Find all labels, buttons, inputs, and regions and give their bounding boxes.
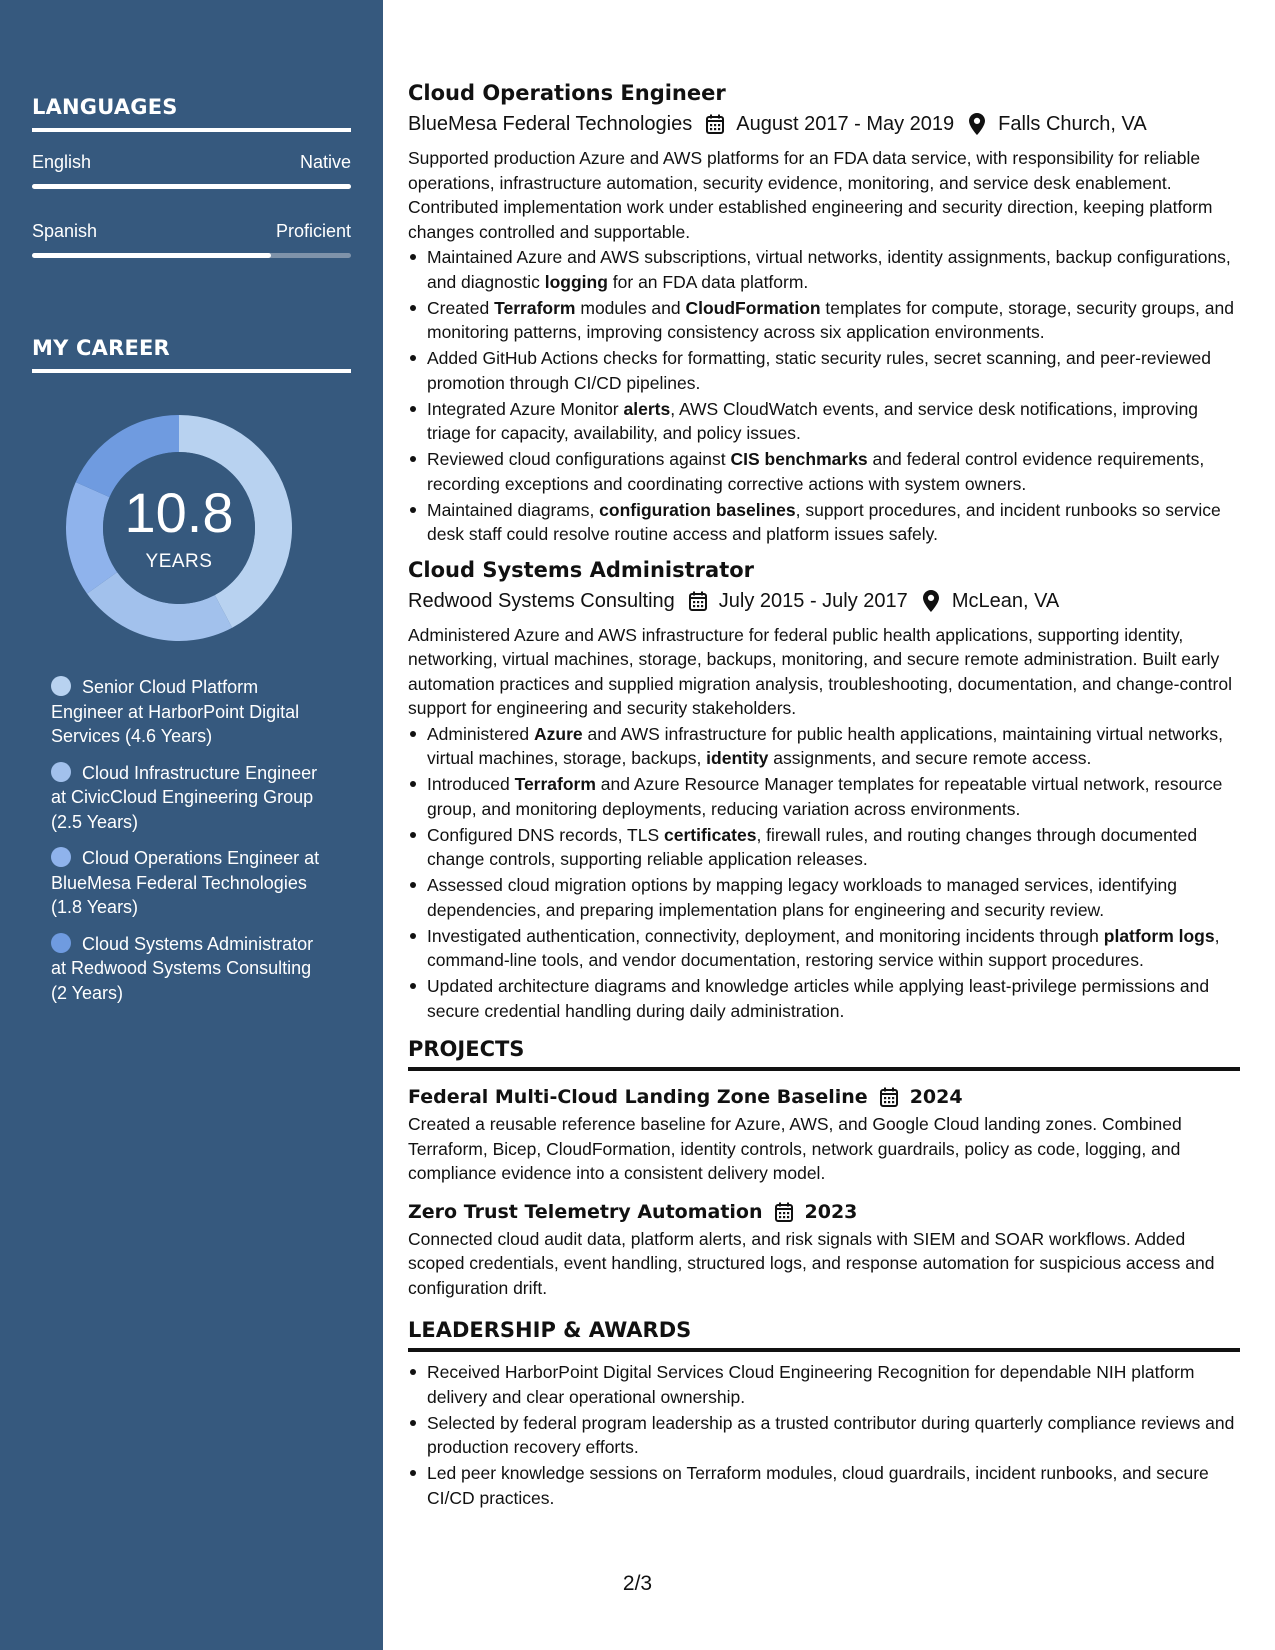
job-bullet: Updated architecture diagrams and knowledge articles while applying least-privilege permissions and secure credential handling during daily administration. (408, 974, 1240, 1023)
job-summary: Supported production Azure and AWS platforms for an FDA data service, with responsibility for reliable operations, infrastructure automation, security evidence, monitoring, and service desk enablement. Contributed implementation work under established engineering and security direction, keeping platform changes controlled and supportable. (408, 148, 1213, 242)
job-summary: Administered Azure and AWS infrastructure for federal public health applications, supporting identity, networking, virtual machines, storage, backups, monitoring, and secure remote administration. Built early automation practices and supplied migration analysis, troubleshooting, documentation, and change-control support for engineering and security stakeholders. (408, 624, 1232, 718)
language-bar-fill (32, 184, 351, 189)
leadership-item: Led peer knowledge sessions on Terraform modules, cloud guardrails, incident runbooks, and secure CI/CD practices. (408, 1461, 1240, 1510)
career-legend-item (51, 675, 321, 749)
job-company: BlueMesa Federal Technologies (408, 113, 693, 135)
job-bullet: Maintained Azure and AWS subscriptions, virtual networks, identity assignments, backup configurations, and diagnostic logging for an FDA data platform. (408, 245, 1240, 294)
language-bar-english (32, 184, 351, 189)
career-legend-label: Cloud Infrastructure Engineer at CivicCloud Engineering Group (2.5 Years) (51, 762, 318, 832)
map-pin-icon (966, 113, 988, 135)
job-bullet: Introduced Terraform and Azure Resource Manager templates for repeatable virtual network, resource group, and monitoring deployments, reducing variation across environments. (408, 772, 1240, 821)
project-entry (408, 1197, 1240, 1301)
job-dates: August 2017 - May 2019 (736, 113, 955, 135)
languages-heading: LANGUAGES (32, 95, 351, 132)
language-name: English (32, 152, 92, 172)
language-bar-spanish (32, 253, 351, 258)
job-bullet: Investigated authentication, connectivity, deployment, and monitoring incidents through platform logs, command-line tools, and vendor documentation, restoring service within support procedures. (408, 924, 1240, 973)
career-legend-label: Cloud Operations Engineer at BlueMesa Federal Technologies (1.8 Years) (51, 848, 320, 917)
project-description: Connected cloud audit data, platform alerts, and risk signals with SIEM and SOAR workflows. Added scoped credentials, event handling, structured logs, and response automation for suspicious access and configuration drift. (408, 1228, 1215, 1298)
job-entry (408, 78, 1240, 547)
calendar-icon (880, 1086, 902, 1108)
job-company: Redwood Systems Consulting (408, 589, 675, 612)
legend-dot (51, 676, 71, 696)
sidebar (0, 0, 383, 1650)
career-legend-label: Senior Cloud Platform Engineer at HarborPoint Digital Services (4.6 Years) (51, 677, 300, 746)
career-total-years: 10.8 (124, 481, 234, 544)
career-legend-item (51, 846, 321, 920)
career-legend-item (51, 761, 321, 835)
job-bullet: Maintained diagrams, configuration baselines, support procedures, and incident runbooks so service desk staff could resolve routine access and platform issues safely. (408, 498, 1240, 547)
language-row-spanish (32, 221, 351, 242)
job-entry (408, 555, 1240, 1024)
job-bullets (408, 722, 1240, 1024)
leadership-heading: LEADERSHIP & AWARDS (408, 1318, 1240, 1352)
job-bullet: Created Terraform modules and CloudFormation templates for compute, storage, security groups, and monitoring patterns, improving consistency across six application environments. (408, 296, 1240, 345)
map-pin-icon (920, 590, 942, 612)
career-years-label: YEARS (145, 551, 213, 572)
project-year: 2024 (909, 1086, 963, 1108)
language-level: Native (299, 152, 351, 172)
job-bullet: Assessed cloud migration options by mapping legacy workloads to managed services, identifying dependencies, and preparing implementation plans for engineering and security review. (408, 873, 1240, 922)
language-bar-fill (32, 253, 271, 258)
leadership-list (408, 1360, 1240, 1510)
job-meta (408, 585, 1240, 617)
career-legend (51, 675, 321, 1017)
project-year: 2023 (804, 1200, 858, 1223)
project-title-row (408, 1082, 1240, 1112)
project-description: Created a reusable reference baseline for Azure, AWS, and Google Cloud landing zones. Combined Terraform, Bicep, CloudFormation, identity controls, network guardrails, policy as code, logging, and compliance evidence into a consistent delivery model. (408, 1114, 1182, 1183)
job-dates: July 2015 - July 2017 (718, 589, 908, 612)
job-bullet: Reviewed cloud configurations against CIS benchmarks and federal control evidence requirements, recording exceptions and coordinating corrective actions with system owners. (408, 447, 1240, 496)
projects-heading: PROJECTS (408, 1037, 1240, 1071)
career-heading: MY CAREER (32, 336, 351, 373)
language-level: Proficient (275, 221, 351, 241)
leadership-item: Selected by federal program leadership as a trusted contributor during quarterly compliance reviews and production recovery efforts. (408, 1411, 1240, 1460)
job-location: Falls Church, VA (998, 113, 1147, 135)
job-location: McLean, VA (951, 589, 1060, 612)
job-bullet: Integrated Azure Monitor alerts, AWS CloudWatch events, and service desk notifications, improving triage for capacity, availability, and policy issues. (408, 397, 1240, 446)
calendar-icon (704, 113, 726, 135)
job-bullets (408, 245, 1240, 547)
page-number: 2/3 (622, 1572, 653, 1595)
job-bullet: Administered Azure and AWS infrastructure for public health applications, maintaining virtual networks, virtual machines, storage, backups, identity assignments, and secure remote access. (408, 722, 1240, 771)
career-legend-label: Cloud Systems Administrator at Redwood Systems Consulting (2 Years) (51, 933, 314, 1003)
project-entry (408, 1082, 1240, 1186)
legend-dot (51, 762, 71, 782)
project-title: Federal Multi-Cloud Landing Zone Baseline (408, 1086, 868, 1108)
job-meta (408, 108, 1240, 140)
project-title: Zero Trust Telemetry Automation (408, 1200, 763, 1223)
legend-dot (51, 933, 71, 953)
main-content (408, 78, 1240, 1512)
job-title: Cloud Operations Engineer (408, 81, 726, 105)
calendar-icon (687, 590, 709, 612)
language-name: Spanish (32, 221, 98, 241)
project-title-row (408, 1197, 1240, 1227)
job-bullet: Added GitHub Actions checks for formatting, static security rules, secret scanning, and peer-reviewed promotion through CI/CD pipelines. (408, 346, 1240, 395)
leadership-item: Received HarborPoint Digital Services Cloud Engineering Recognition for dependable NIH platform delivery and clear operational ownership. (408, 1360, 1240, 1409)
calendar-icon (775, 1201, 797, 1223)
career-legend-item (51, 932, 321, 1006)
job-title: Cloud Systems Administrator (408, 557, 755, 582)
language-row-english (32, 152, 351, 173)
job-bullet: Configured DNS records, TLS certificates, firewall rules, and routing changes through documented change controls, supporting reliable application releases. (408, 823, 1240, 872)
legend-dot (51, 847, 71, 867)
